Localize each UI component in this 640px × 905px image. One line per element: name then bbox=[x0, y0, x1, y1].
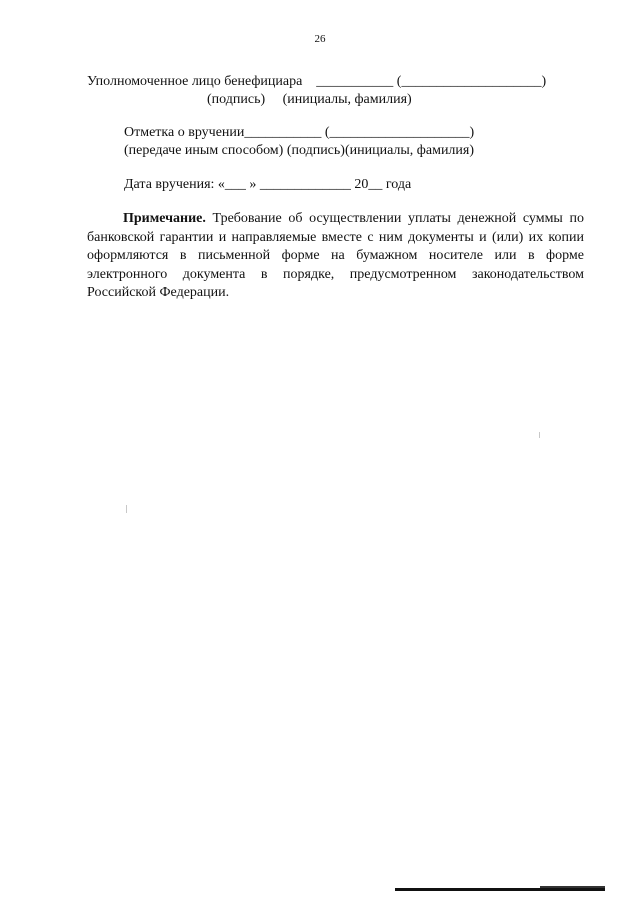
authorized-person-line: Уполномоченное лицо бенефициара ___________ (____________________) bbox=[87, 74, 547, 89]
page-number: 26 bbox=[314, 33, 326, 45]
scan-speck bbox=[126, 505, 127, 513]
authorized-person-caption: (подпись) (инициалы, фамилия) bbox=[207, 92, 412, 107]
delivery-mark-caption: (передаче иным способом) (подпись)(инициалы, фамилия) bbox=[124, 143, 475, 158]
note-label: Примечание. bbox=[123, 211, 206, 226]
scan-speck bbox=[539, 432, 540, 438]
delivery-mark-line: Отметка о вручении___________ (____________________) bbox=[124, 125, 475, 140]
note-text: Требование об осуществлении уплаты денежной суммы по банковской гарантии и направляемые вместе с ним документы и (или) их копии оформляются в письменной форме на бумажном носителе или в форме электронного документа в порядке, предусмотренном законодательством Российской Федерации. bbox=[87, 211, 584, 300]
note-paragraph bbox=[87, 210, 584, 303]
delivery-date-line: Дата вручения: «___ » _____________ 20__ года bbox=[124, 177, 412, 192]
footer-rule bbox=[395, 888, 605, 891]
